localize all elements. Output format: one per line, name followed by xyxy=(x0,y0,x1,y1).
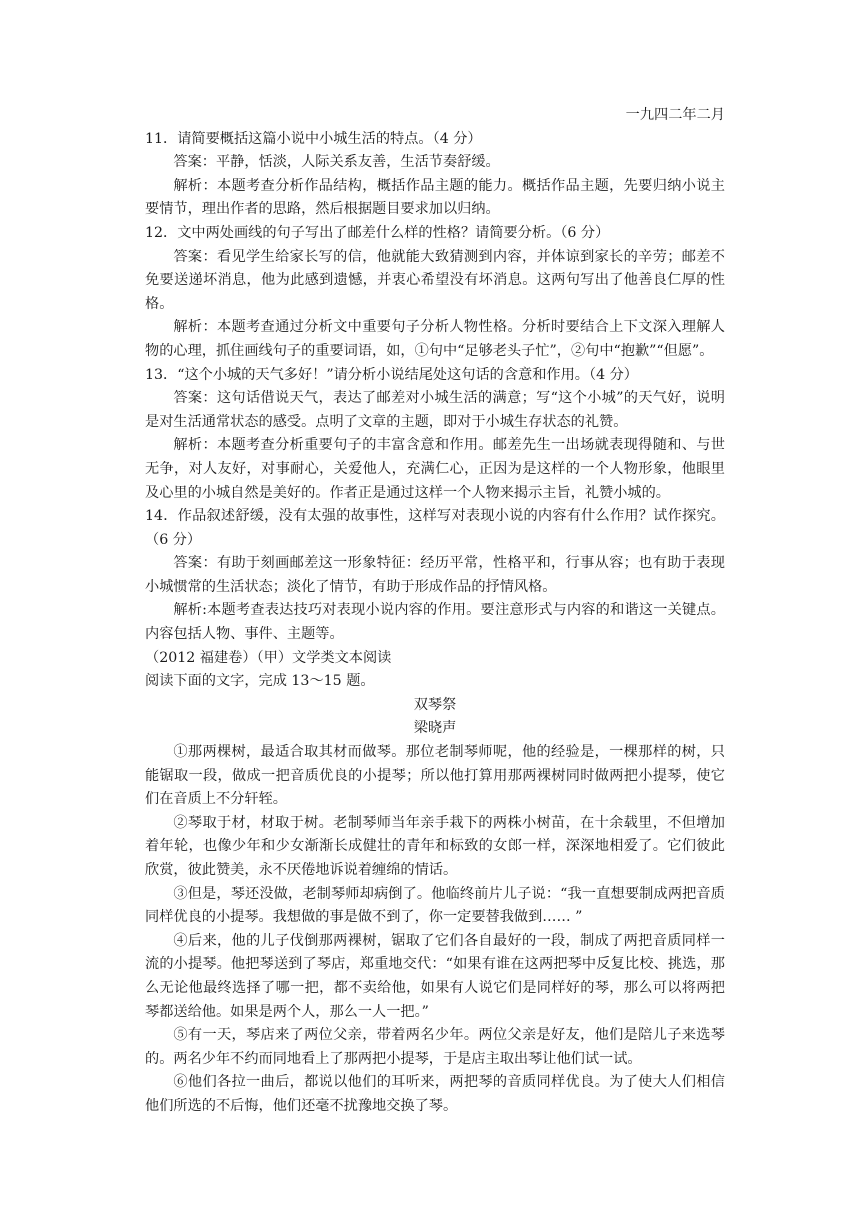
answer-11: 答案：平静，恬淡，人际关系友善，生活节奏舒缓。 xyxy=(173,154,500,171)
article-paragraph-3: ③但是，琴还没做，老制琴师却病倒了。他临终前片儿子说：“我一直想要制成两把音质同样优良的小提琴。我想做的事是做不到了，你一定要替我做到…… ” xyxy=(145,885,725,926)
answer-12: 答案：看见学生给家长写的信，他就能大致猜测到内容，并体谅到家长的辛劳；邮差不免要送递坏消息，他为此感到遗憾，并衷心希望没有坏消息。这两句写出了他善良仁厚的性格。 xyxy=(145,248,725,312)
article-paragraph-5: ⑤有一天，琴店来了两位父亲，带着两名少年。两位父亲是好友，他们是陪儿子来选琴的。两名少年不约而同地看上了那两把小提琴，于是店主取出琴让他们试一试。 xyxy=(145,1027,725,1067)
date-line: 一九四二年二月 xyxy=(625,107,725,123)
article-paragraph-2: ②琴取于材，材取于树。老制琴师当年亲手栽下的两株小树苗，在十余载里，不但增加着年轮，也像少年和少女渐渐长成健壮的青年和标致的女郎一样，深深地相爱了。它们彼此欣赏，彼此赞美，永不厌倦地诉说着缠绵的情话。 xyxy=(145,814,725,878)
question-14: 14．作品叙述舒缓，没有太强的故事性，这样写对表现小说的内容有什么作用？试作探究。（6 分） xyxy=(145,508,725,548)
document-page xyxy=(145,104,725,1119)
analysis-12: 解析：本题考查通过分析文中重要句子分析人物性格。分析时要结合上下文深入理解人物的心理，抓住画线句子的重要词语，如，①句中“足够老头子忙”，②句中“抱歉”“但愿”。 xyxy=(145,319,725,359)
question-11: 11．请简要概括这篇小说中小城生活的特点。（4 分） xyxy=(145,130,482,147)
reading-instruction: 阅读下面的文字，完成 13～15 题。 xyxy=(145,673,375,690)
article-paragraph-4: ④后来，他的儿子伐倒那两裸树，锯取了它们各自最好的一段，制成了两把音质同样一流的小提琴。他把琴送到了琴店，郑重地交代：“如果有谁在这两把琴中反复比校、挑选，那么无论他最终选择了哪一把，都不卖给他，如果有人说它们是同样好的琴，那么可以将两把琴都送给他。如果是两个人，那么一人一把。” xyxy=(145,932,725,1020)
article-paragraph-6: ⑥他们各拉一曲后，都说以他们的耳听来，两把琴的音质同样优良。为了使大人们相信他们所选的不后悔，他们还毫不扰豫地交换了琴。 xyxy=(145,1074,725,1114)
answer-14: 答案：有助于刻画邮差这一形象特征：经历平常，性格平和，行事从容；也有助于表现小城惯常的生活状态；淡化了情节，有助于形成作品的抒情风格。 xyxy=(145,555,725,595)
analysis-14: 解析:本题考查表达技巧对表现小说内容的作用。要注意形式与内容的和谐这一关键点。内容包括人物、事件、主题等。 xyxy=(145,602,725,643)
answer-13: 答案：这句话借说天气，表达了邮差对小城生活的满意；写“这个小城”的天气好，说明是对生活通常状态的感受。点明了文章的主题，即对于小城生存状态的礼赞。 xyxy=(145,390,725,430)
question-12: 12．文中两处画线的句子写出了邮差什么样的性格？请简要分析。（6 分） xyxy=(145,224,610,241)
analysis-13: 解析：本题考查分析重要句子的丰富含意和作用。邮差先生一出场就表现得随和、与世无争，对人友好，对事耐心，关爱他人，充满仁心，正因为是这样的一个人物形象，他眼里及心里的小城自然是美好的。作者正是通过这样一个人物来揭示主旨，礼赞小城的。 xyxy=(145,437,725,501)
analysis-11: 解析：本题考查分析作品结构，概括作品主题的能力。概括作品主题，先要归纳小说主要情节，理出作者的思路，然后根据题目要求加以归纳。 xyxy=(145,177,725,218)
article-title: 双琴祭 xyxy=(413,696,457,713)
section-header: （2012 福建卷）（甲）文学类文本阅读 xyxy=(145,649,392,666)
article-author: 梁晓声 xyxy=(413,720,457,737)
article-paragraph-1: ①那两棵树，最适合取其材而做琴。那位老制琴师呢，他的经验是，一棵那样的树，只能锯取一段，做成一把音质优良的小提琴；所以他打算用那两裸树同时做两把小提琴，使它们在音质上不分轩轾。 xyxy=(145,744,725,808)
question-13: 13．“这个小城的天气多好！”请分析小说结尾处这句话的含意和作用。（4 分） xyxy=(145,366,638,383)
